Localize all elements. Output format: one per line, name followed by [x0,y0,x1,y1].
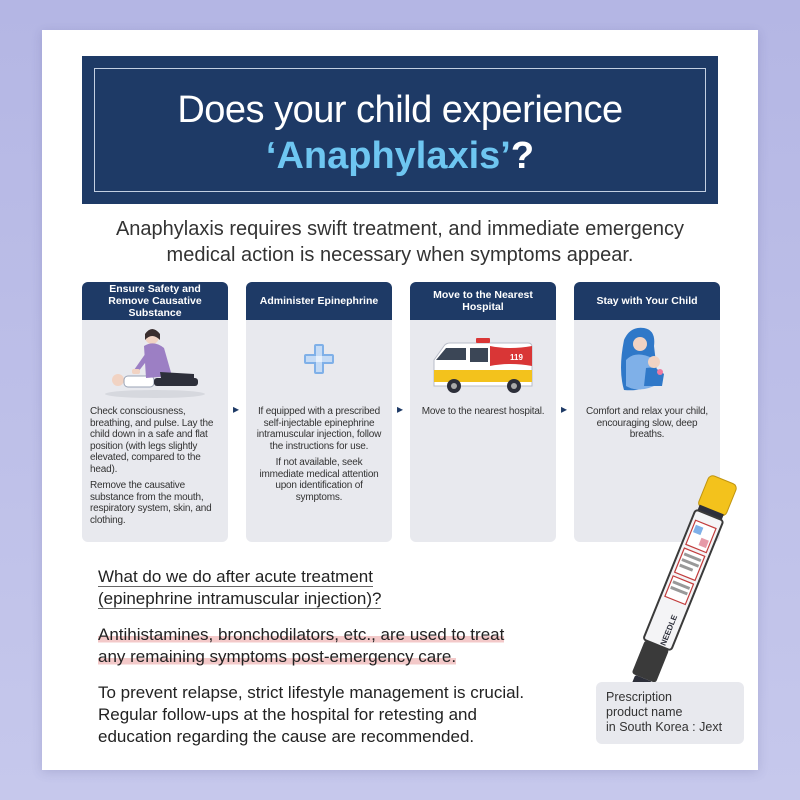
title-banner [82,56,718,204]
step-card-1 [82,282,228,542]
followup-question [98,566,558,610]
answer2-line2: Regular follow-ups at the hospital for retesting and [98,705,477,724]
answer1-line1: Antihistamines, bronchodilators, etc., are used to treat [98,625,505,644]
step-text-1a: Check consciousness, breathing, and pulse. Lay the child down in a safe and flat position (with legs slightly elevated, compared to the head). [90,406,214,475]
prescription-line3: in South Korea : Jext [606,720,723,734]
step-text-2a: If equipped with a prescribed self-injectable epinephrine intramuscular injection, follow the instructions for use. [256,406,382,452]
mother-child-illustration [574,320,720,406]
chevron-right-icon: ▸ [397,402,404,416]
step-body-2 [246,406,392,503]
step-text-2b: If not available, seek immediate medical attention upon identification of symptoms. [259,457,379,503]
info-card [42,30,758,770]
title-suffix: ? [510,135,535,177]
prescription-note [596,682,744,744]
title-line2 [95,133,705,179]
question-line2: (epinephrine intramuscular injection)? [98,589,382,608]
intro-text [72,216,728,268]
medical-cross-icon [246,320,392,406]
answer2-line1: To prevent relapse, strict lifestyle management is crucial. [98,683,525,702]
auto-injector-pen [602,470,752,700]
step-body-1 [82,406,228,526]
intro-line2: medical action is necessary when symptoms appear. [166,244,634,266]
answer1-line2: any remaining symptoms post-emergency care. [98,647,457,666]
title-line1: Does your child experience [177,89,623,131]
ambulance-number: 119 [510,353,523,362]
title-frame [94,68,706,192]
step-body-3 [410,406,556,418]
step-text-1b: Remove the causative substance from the mouth, respiratory system, skin, and clothing. [90,480,212,526]
step-text-4a: Comfort and relax your child, encouraging slow, deep breaths. [585,406,709,440]
chevron-right-icon: ▸ [561,402,568,416]
step-card-3 [410,282,556,542]
title-highlight: ‘Anaphylaxis’ [265,135,511,177]
answer2-line3: education regarding the cause are recommended. [98,727,475,746]
answer-highlight [98,624,578,668]
cpr-illustration [82,320,228,406]
step-body-4 [574,406,720,441]
ambulance-illustration [410,320,556,406]
answer-prevention [98,682,598,748]
pen-label: NEEDLE [658,613,680,648]
step-heading-1: Ensure Safety and Remove Causative Substance [82,282,228,320]
step-text-3a: Move to the nearest hospital. [421,406,545,417]
step-heading-2: Administer Epinephrine [246,282,392,320]
step-card-2 [246,282,392,542]
question-line1: What do we do after acute treatment [98,567,373,586]
prescription-line1: Prescription [606,690,672,704]
step-heading-4: Stay with Your Child [574,282,720,320]
chevron-right-icon: ▸ [233,402,240,416]
intro-line1: Anaphylaxis requires swift treatment, and immediate emergency [115,218,685,240]
step-heading-3: Move to the Nearest Hospital [410,282,556,320]
prescription-line2: product name [606,705,683,719]
